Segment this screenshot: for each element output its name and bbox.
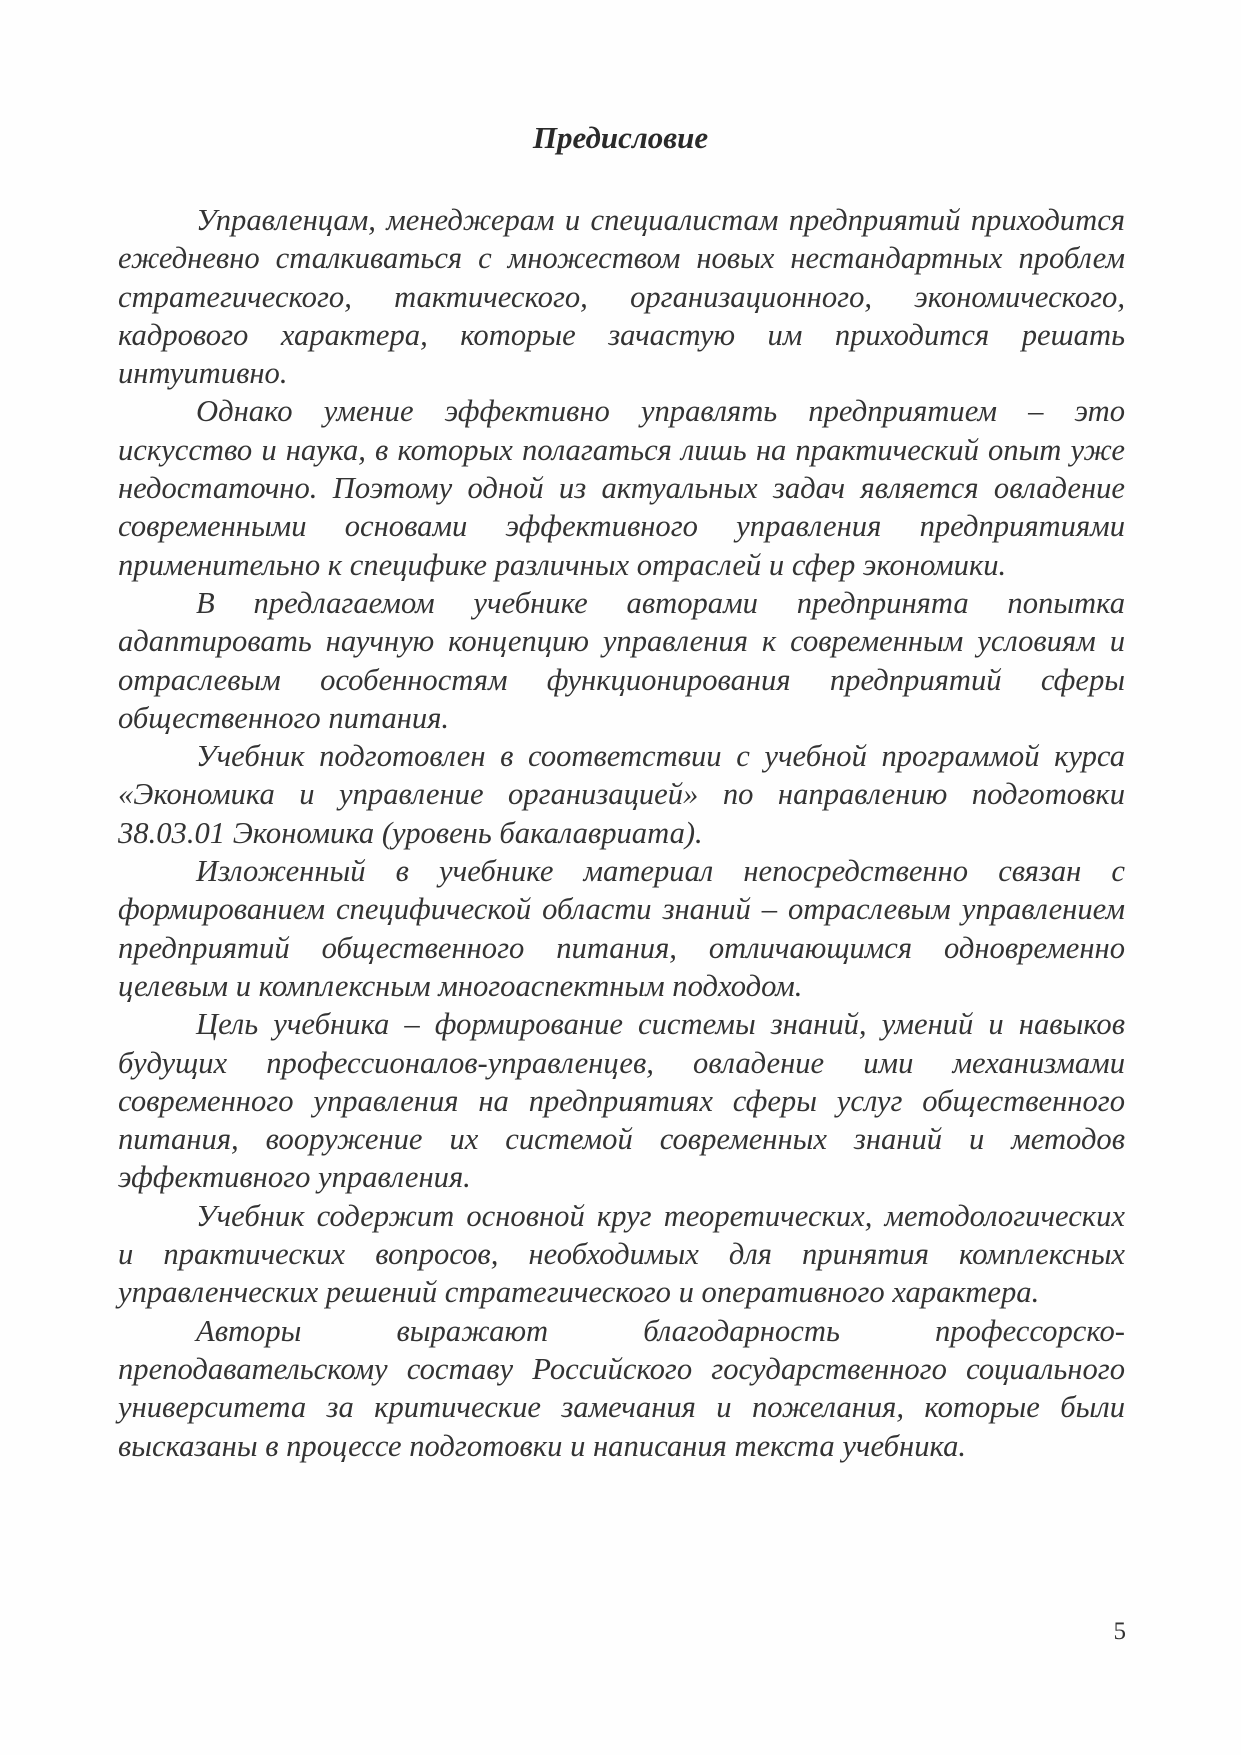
page-title: Предисловие (532, 120, 709, 155)
paragraph-material: Изложенный в учебнике материал непосредственно связан с формированием специфической области знаний – отраслевым управлением предприятий общественного питания, отличающимся одновременно целевым и комплексным многоаспектным подходом. (118, 854, 1125, 1003)
paragraph-intro: Управленцам, менеджерам и специалистам предприятий приходится ежедневно сталкиваться с множеством новых нестандартных проблем стратегического, тактического, организационного, экономического, кадрового характера, которые зачастую им приходится решать интуитивно. (118, 203, 1125, 391)
paragraph-management-art: Однако умение эффективно управлять предприятием – это искусство и наука, в которых полагаться лишь на практический опыт уже недостаточно. Поэтому одной из актуальных задач является овладение современными основами эффективного управления предприятиями применительно к специфике различных отраслей и сфер экономики. (118, 394, 1125, 582)
paragraph-curriculum: Учебник подготовлен в соответствии с учебной программой курса «Экономика и управление организацией» по направлению подготовки 38.03.01 Экономика (уровень бакалавриата). (118, 739, 1125, 850)
paragraph-acknowledgements: Авторы выражают благодарность профессорско-преподавательскому составу Российского государственного социального университета за критические замечания и пожелания, которые были высказаны в процессе подготовки и написания текста учебника. (118, 1313, 1125, 1463)
body-text (118, 201, 1125, 1465)
paragraph-contents: Учебник содержит основной круг теоретических, методологических и практических вопросов, необходимых для принятия комплексных управленческих решений стратегического и оперативного характера. (118, 1198, 1125, 1310)
page-number: 5 (1113, 1618, 1126, 1645)
paragraph-goal: Цель учебника – формирование системы знаний, умений и навыков будущих профессионалов-управленцев, овладение ими механизмами современного управления на предприятиях сферы услуг общественного питания, вооружение их системой современных знаний и методов эффективного управления. (118, 1007, 1125, 1195)
paragraph-textbook-attempt: В предлагаемом учебнике авторами предпринята попытка адаптировать научную концепцию управления к современным условиям и отраслевым особенностям функционирования предприятий сферы общественного питания. (118, 585, 1125, 735)
